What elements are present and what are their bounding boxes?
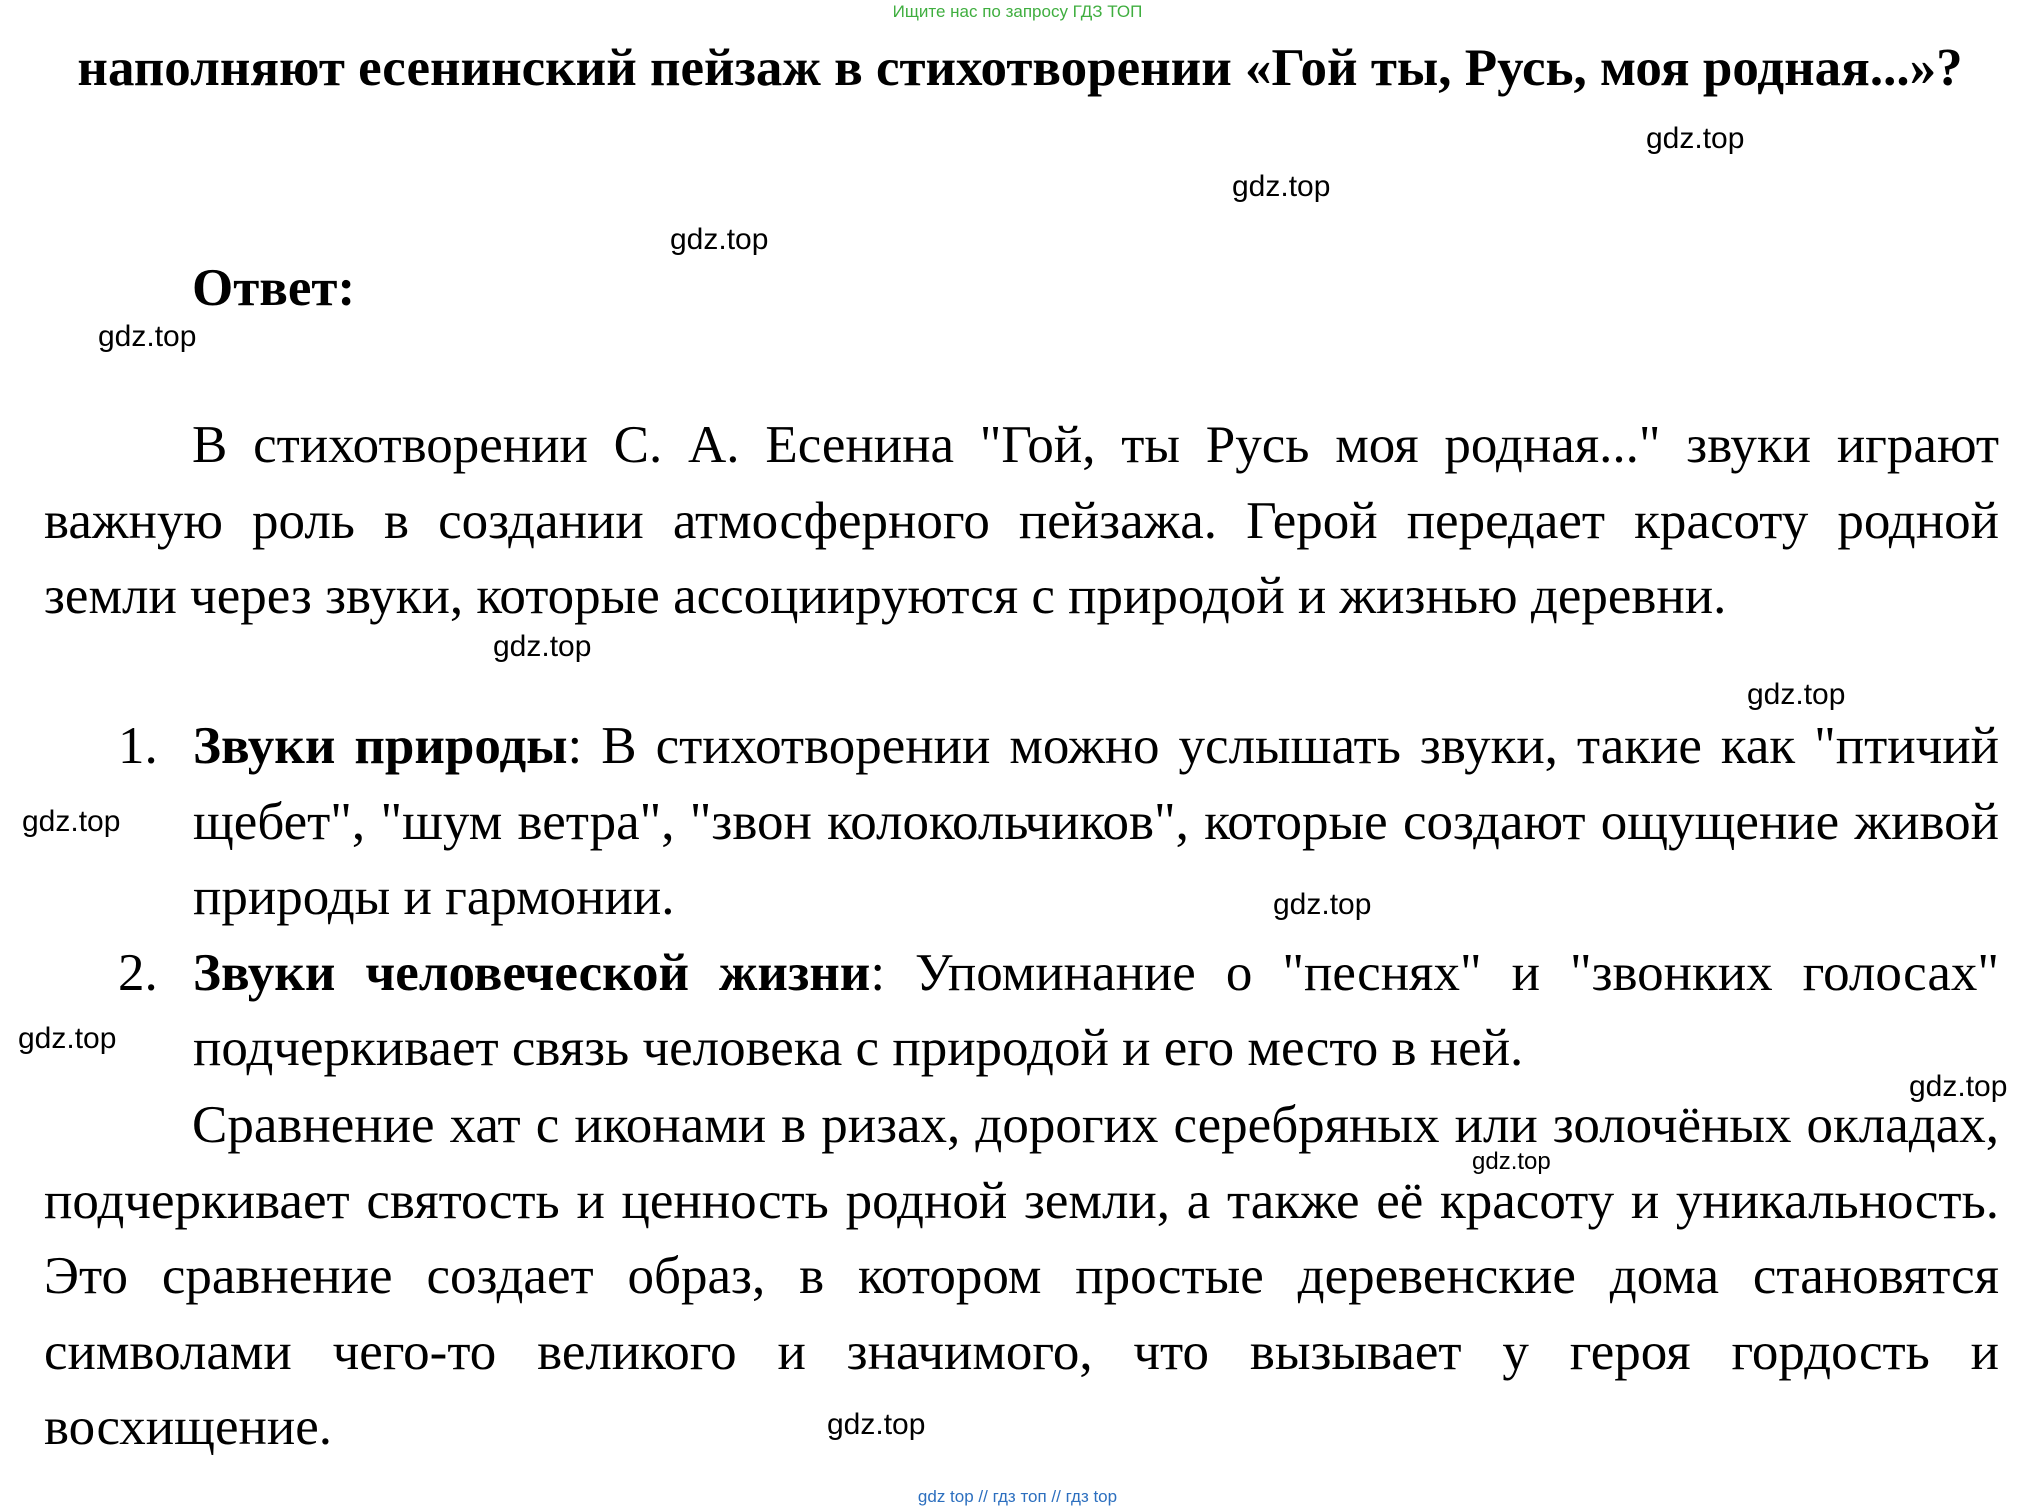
question-heading: наполняют есенинский пейзаж в стихотворении «Гой ты, Русь, моя родная...»? xyxy=(77,39,1963,97)
watermark: gdz.top xyxy=(1909,1070,2008,1103)
list-item xyxy=(118,936,1999,1087)
watermark: gdz.top xyxy=(1646,122,1745,155)
list-item-text: : Упоминание о "песнях" и "звонких голосах" подчеркивает связь человека с природой и его место в ней. xyxy=(193,943,1999,1077)
watermark: gdz.top xyxy=(1472,1148,1551,1175)
watermark: gdz.top xyxy=(1273,888,1372,921)
list-item-number: 1. xyxy=(118,717,158,775)
watermark: gdz.top xyxy=(827,1408,926,1441)
watermark: gdz.top xyxy=(1747,678,1846,711)
closing-paragraph: Сравнение хат с иконами в ризах, дорогих серебряных или золочёных окладах, подчеркивает святость и ценность родной земли, а также её красоту и уникальность. Это сравнение создает образ, в котором простые деревенские дома становятся символами чего-то великого и значимого, что вызывает у героя гордость и восхищение. xyxy=(44,1096,1999,1456)
watermark: gdz.top xyxy=(493,630,592,663)
list-item xyxy=(118,709,1999,936)
watermark: gdz.top xyxy=(18,1022,117,1055)
list-item-term: Звуки человеческой жизни xyxy=(193,943,871,1002)
answer-heading: Ответ: xyxy=(192,259,356,317)
watermark: gdz.top xyxy=(98,320,197,353)
watermark: gdz.top xyxy=(22,805,121,838)
list-item-term: Звуки природы xyxy=(193,717,568,775)
watermark: gdz.top xyxy=(670,223,769,256)
sounds-list xyxy=(0,709,2035,1087)
top-banner: Ищите нас по запросу ГДЗ ТОП xyxy=(892,2,1143,21)
footer-links: gdz top // гдз топ // гдз top xyxy=(917,1487,1118,1506)
watermark: gdz.top xyxy=(1232,170,1331,203)
list-item-text: : В стихотворении можно услышать звуки, такие как "птичий щебет", "шум ветра", "звон колокольчиков", которые создают ощущение живой природы и гармонии. xyxy=(193,717,1999,926)
list-item-number: 2. xyxy=(118,943,158,1002)
intro-paragraph: В стихотворении С. А. Есенина "Гой, ты Русь моя родная..." звуки играют важную роль в создании атмосферного пейзажа. Герой передает красоту родной земли через звуки, которые ассоциируются с природой и жизнью деревни. xyxy=(44,416,1999,625)
